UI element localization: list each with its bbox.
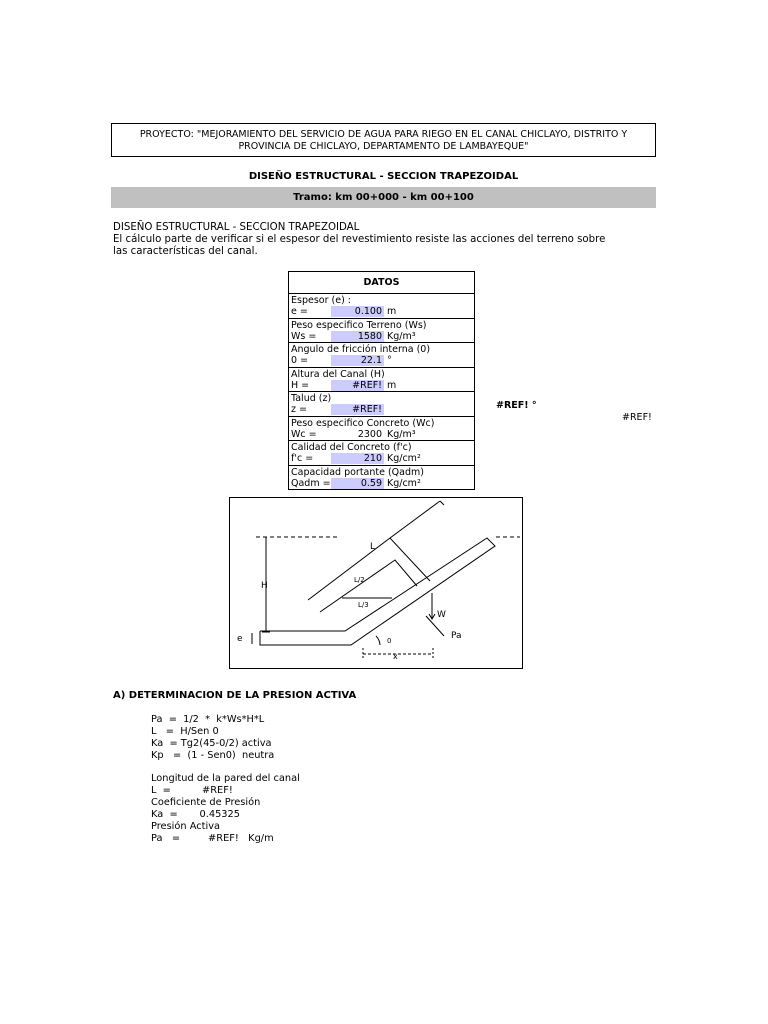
- datos-row: [289, 465, 474, 491]
- datos-label: Espesor (e) :: [291, 295, 351, 306]
- label-x: x: [393, 652, 398, 661]
- label-W: W: [437, 610, 446, 620]
- formula-line: Ka = Tg2(45-0/2) activa: [151, 738, 272, 749]
- datos-row: [289, 367, 474, 393]
- side-ref-a: #REF! °: [496, 400, 537, 411]
- section-a-title: A) DETERMINACION DE LA PRESION ACTIVA: [113, 690, 357, 701]
- datos-symbol: z =: [291, 404, 307, 415]
- datos-value: #REF!: [331, 404, 384, 415]
- datos-value: 2300: [357, 428, 382, 440]
- l-dimension-tick: [440, 501, 444, 505]
- datos-header: DATOS: [363, 277, 400, 288]
- datos-row: [289, 293, 474, 319]
- datos-value: 22.1: [331, 355, 384, 366]
- intro-line-1: DISEÑO ESTRUCTURAL - SECCION TRAPEZOIDAL: [113, 222, 360, 233]
- label-L2: L/2: [354, 576, 365, 584]
- datos-label: Altura del Canal (H): [291, 368, 385, 380]
- label-e: e: [237, 634, 243, 644]
- label-L3: L/3: [358, 601, 369, 609]
- intro-line-2: El cálculo parte de verificar si el espesor del revestimiento resiste las acciones del terreno sobre: [113, 234, 606, 245]
- label-angle: 0: [387, 637, 392, 645]
- datos-row: [289, 342, 474, 368]
- datos-label: Calidad del Concreto (f'c): [291, 442, 412, 453]
- datos-unit: Kg/cm²: [387, 453, 421, 464]
- canal-diagram: [230, 498, 522, 668]
- canal-section-figure: [229, 497, 523, 669]
- datos-unit: Kg/m³: [387, 428, 416, 440]
- datos-row: [289, 440, 474, 466]
- datos-label: Capacidad portante (Qadm): [291, 466, 424, 478]
- datos-label: Peso especifico Terreno (Ws): [291, 319, 427, 331]
- datos-row: [289, 391, 474, 417]
- datos-row: [289, 416, 474, 442]
- project-header-box: [111, 123, 656, 157]
- datos-value: 0.100: [331, 306, 384, 317]
- result-line: Longitud de la pared del canal: [151, 773, 300, 784]
- datos-unit: m: [387, 306, 397, 317]
- l-wedge: [308, 538, 430, 600]
- datos-label: Angulo de fricción interna (0): [291, 344, 431, 355]
- result-line: Presión Activa: [151, 821, 220, 832]
- datos-label: Peso especifico Concreto (Wc): [291, 417, 435, 429]
- result-line: L = #REF!: [151, 785, 233, 796]
- datos-symbol: Ws =: [291, 330, 317, 342]
- datos-unit: °: [387, 355, 392, 366]
- result-line: Ka = 0.45325: [151, 809, 241, 820]
- formula-line: L = H/Sen 0: [151, 726, 219, 737]
- datos-value: 1580: [331, 331, 384, 342]
- datos-symbol: Wc =: [291, 428, 317, 440]
- result-line: Pa = #REF! Kg/m: [151, 833, 274, 844]
- datos-table: [288, 271, 475, 490]
- angle-arc: [376, 636, 380, 645]
- datos-symbol: e =: [291, 306, 308, 317]
- intro-line-3: las características del canal.: [113, 246, 258, 257]
- datos-label: Talud (z): [291, 393, 332, 404]
- side-ref-b: #REF!: [622, 412, 652, 423]
- formula-line: Pa = 1/2 * k*Ws*H*L: [151, 714, 265, 725]
- label-L: L: [370, 542, 376, 552]
- intro-text: [113, 222, 653, 258]
- datos-value: 210: [331, 453, 384, 464]
- datos-symbol: f'c =: [291, 453, 314, 464]
- datos-row: [289, 318, 474, 344]
- result-line: Coeficiente de Presión: [151, 797, 261, 808]
- label-Pa: Pa: [451, 631, 462, 641]
- datos-value: #REF!: [331, 380, 384, 391]
- datos-unit: Kg/cm²: [387, 477, 421, 489]
- datos-symbol: H =: [291, 379, 310, 391]
- canal-outline: [260, 538, 495, 645]
- datos-unit: m: [387, 379, 397, 391]
- datos-value: 0.59: [331, 478, 384, 489]
- datos-symbol: 0 =: [291, 355, 309, 366]
- formula-line: Kp = (1 - Sen0) neutra: [151, 750, 275, 761]
- l-dimension-line: [390, 501, 440, 538]
- tramo-bar: Tramo: km 00+000 - km 00+100: [111, 187, 656, 208]
- datos-unit: Kg/m³: [387, 330, 416, 342]
- design-title: DISEÑO ESTRUCTURAL - SECCION TRAPEZOIDAL: [248, 171, 519, 182]
- project-line-1: PROYECTO: "MEJORAMIENTO DEL SERVICIO DE AGUA PARA RIEGO EN EL CANAL CHICLAYO, DISTRITO Y: [139, 129, 628, 140]
- project-line-2: PROVINCIA DE CHICLAYO, DEPARTAMENTO DE LAMBAYEQUE": [238, 141, 529, 152]
- datos-symbol: Qadm =: [291, 477, 331, 489]
- label-H: H: [261, 581, 268, 591]
